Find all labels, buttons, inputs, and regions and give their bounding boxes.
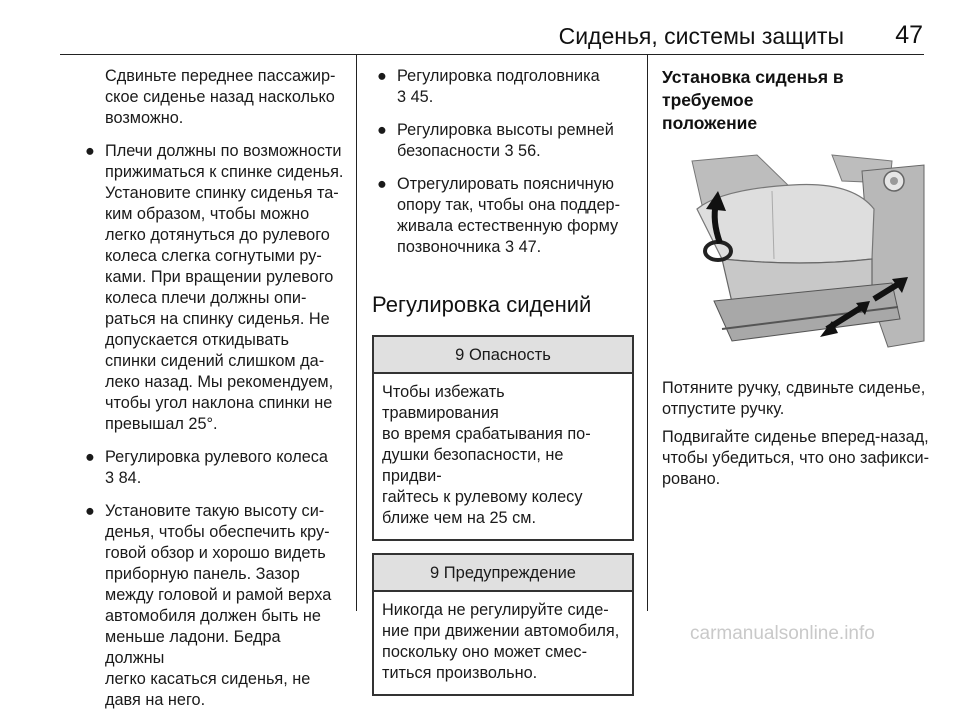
text-line: Подвигайте сиденье вперед-назад,: [662, 428, 929, 446]
intro-paragraph: [105, 66, 344, 129]
text-line: Установите такую высоту си-: [105, 502, 325, 520]
bullet-dot: ●: [85, 502, 95, 520]
text-line: ближе чем на 25 см.: [382, 509, 536, 527]
warning-box-body: [374, 592, 632, 694]
column-2: [372, 66, 634, 708]
warning-box: [372, 553, 634, 696]
column-divider-2: [647, 55, 648, 611]
text-line: Отрегулировать поясничную: [397, 175, 615, 193]
text-line: леко назад. Мы рекомендуем,: [105, 373, 334, 391]
header-rule: [60, 54, 924, 55]
text-line: превышал 25°.: [105, 415, 218, 433]
text-line: ким образом, чтобы можно: [105, 205, 310, 223]
page-number: 47: [895, 21, 923, 49]
column-1: [80, 66, 344, 723]
text-line: колеса слегка согнутыми ру-: [105, 247, 322, 265]
text-line: спинки сидений слишком да-: [105, 352, 325, 370]
warning-box-title: Предупреждение: [443, 564, 576, 582]
danger-box-body: [374, 374, 632, 539]
bullet-steering-wheel: [80, 447, 344, 489]
subsection-heading: [662, 66, 932, 135]
text-line: титься произвольно.: [382, 664, 538, 682]
text-line: легко дотянуться до рулевого: [105, 226, 330, 244]
bullet-shoulders: [80, 141, 344, 435]
text-line: Чтобы избежать травмирования: [382, 383, 505, 422]
text-line: ние при движении автомобиля,: [382, 622, 620, 640]
text-line: прижиматься к спинке сиденья.: [105, 163, 344, 181]
text-line: Сдвиньте переднее пассажир-: [105, 67, 336, 85]
page-reference[interactable]: безопасности 3 56.: [397, 142, 541, 160]
page-reference[interactable]: 3 84.: [105, 469, 142, 487]
bullet-dot: ●: [85, 448, 95, 466]
text-line: автомобиля должен быть не: [105, 607, 321, 625]
text-line: легко касаться сиденья, не: [105, 670, 311, 688]
text-line: Установите спинку сиденья та-: [105, 184, 339, 202]
text-line: Регулировка рулевого колеса: [105, 448, 328, 466]
danger-box: [372, 335, 634, 541]
text-line: Потяните ручку, сдвиньте сиденье,: [662, 379, 926, 397]
warning-box-header: [374, 555, 632, 592]
text-line: Плечи должны по возможности: [105, 142, 342, 160]
text-line: отпустите ручку.: [662, 400, 785, 418]
bullet-dot: ●: [377, 67, 387, 85]
bullet-belt-height: [372, 120, 634, 162]
text-line: ками. При вращении рулевого: [105, 268, 334, 286]
text-line: чтобы угол наклона спинки не: [105, 394, 333, 412]
text-line: Регулировка подголовника: [397, 67, 600, 85]
danger-box-title: Опасность: [468, 346, 551, 364]
text-line: Никогда не регулируйте сиде-: [382, 601, 609, 619]
bullet-dot: ●: [377, 175, 387, 193]
bullet-dot: ●: [377, 121, 387, 139]
text-line: возможно.: [105, 109, 184, 127]
seat-illustration: [662, 151, 932, 356]
text-line: приборную панель. Зазор: [105, 565, 300, 583]
text-line: давя на него.: [105, 691, 206, 709]
watermark: carmanualsonline.info: [690, 623, 875, 644]
text-line: живала естественную форму: [397, 217, 619, 235]
text-line: меньше ладони. Бедра должны: [105, 628, 281, 667]
text-line: чтобы убедиться, что оно зафикси-: [662, 449, 929, 467]
text-line: ровано.: [662, 470, 721, 488]
page-reference[interactable]: позвоночника 3 47.: [397, 238, 542, 256]
text-line: раться на спинку сиденья. Не: [105, 310, 330, 328]
text-line: ское сиденье назад насколько: [105, 88, 335, 106]
page-reference[interactable]: 3 45.: [397, 88, 434, 106]
text-line: во время срабатывания по-: [382, 425, 591, 443]
warning-triangle-icon: 9: [430, 564, 440, 582]
text-line: опору так, чтобы она поддер-: [397, 196, 620, 214]
text-line: говой обзор и хорошо видеть: [105, 544, 326, 562]
bullet-headrest: [372, 66, 634, 108]
page-header-title: Сиденья, системы защиты: [558, 23, 844, 49]
instruction-paragraph-1: [662, 378, 932, 420]
seat-adjustment-figure: [662, 151, 932, 356]
text-line: гайтесь к рулевому колесу: [382, 488, 583, 506]
text-line: душки безопасности, не придви-: [382, 446, 564, 485]
text-line: Регулировка высоты ремней: [397, 121, 614, 139]
text-line: между головой и рамой верха: [105, 586, 332, 604]
text-line: денья, чтобы обеспечить кру-: [105, 523, 330, 541]
text-line: допускается откидывать: [105, 331, 289, 349]
bullet-dot: ●: [85, 142, 95, 160]
bullet-lumbar: [372, 174, 634, 258]
section-heading: Регулировка сидений: [372, 292, 592, 317]
warning-triangle-icon: 9: [455, 346, 465, 364]
text-line: колеса плечи должны опи-: [105, 289, 307, 307]
text-line: поскольку оно может смес-: [382, 643, 587, 661]
text-line: Установка сиденья в требуемое: [662, 67, 844, 110]
column-divider-1: [356, 55, 357, 611]
instruction-paragraph-2: [662, 427, 932, 490]
danger-box-header: [374, 337, 632, 374]
column-3: [662, 66, 932, 497]
bullet-seat-height: [80, 501, 344, 711]
text-line: положение: [662, 113, 758, 133]
